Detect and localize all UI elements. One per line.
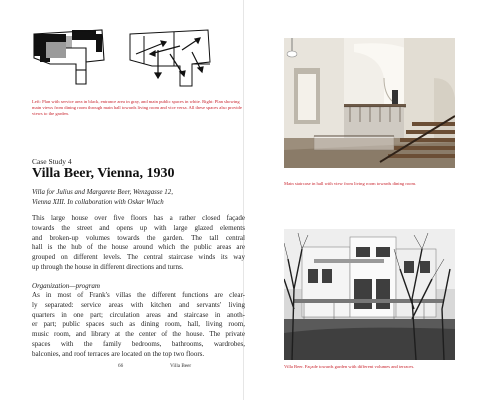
section-heading-organization: Organization—program	[32, 282, 100, 290]
text-line: up through the house in different directions and turns.	[32, 262, 184, 271]
page-number: 66	[118, 363, 124, 369]
text-line: music room, and library at the center of the house. The private	[32, 330, 245, 338]
body-paragraph-intro	[32, 214, 245, 273]
plan-caption: Left: Plan with service area in black, entrance area in gray, and main public spaces in white. Right: Plan showing main views from dining room through main hall towards living room and vice versa. All these spaces also provide views to the garden.	[32, 99, 242, 117]
garden-facade-illustration	[284, 229, 455, 360]
text-line: towards the street and opens up with large glazed elements	[32, 223, 245, 232]
text-line: spaces with the family bedrooms, bathrooms, wardrobes,	[32, 339, 245, 348]
text-line: ly separated: service areas with kitchen and servants' living	[32, 300, 245, 309]
text-line: er part; public spaces such as dining room, hall, living room,	[32, 320, 245, 329]
text-line: As in most of Frank's villas the different functions are clear-	[32, 291, 245, 299]
staircase-hall-photo	[284, 38, 455, 168]
body-paragraph-organization	[32, 291, 245, 359]
case-study-label: Case Study 4	[32, 157, 72, 166]
text-line: and broken-up volumes towards the garden. The tall central	[32, 233, 245, 242]
running-head: Villa Beer	[170, 363, 192, 369]
page-title: Villa Beer, Vienna, 1930	[32, 166, 175, 181]
facade-photo-caption: Villa Beer. Façade towards garden with different volumes and terraces.	[284, 364, 415, 369]
text-line: balconies, and roof terraces are located on the top two floors.	[32, 349, 205, 358]
plan-view-arrows	[136, 38, 203, 78]
subtitle-line: Villa for Julius and Margarete Beer, Wenzgasse 12,	[32, 189, 173, 196]
text-line: grouped on different levels. The central staircase winds its way	[32, 253, 245, 261]
subtitle-line: Vienna XIII. In collaboration with Oskar Wlach	[32, 198, 164, 206]
staircase-hall-illustration	[284, 38, 455, 168]
project-subtitle	[32, 188, 246, 208]
text-line: This large house over five floors has a rather closed façade	[32, 214, 245, 222]
floor-plan-sketches	[32, 24, 232, 90]
text-line: quarters in one part; circulation areas and staircase in anoth-	[32, 310, 245, 319]
staircase-photo-caption: Main staircase in hall with view from living room towards dining room.	[284, 181, 417, 186]
garden-facade-photo	[284, 229, 455, 360]
text-line: hall is the hub of the house around which the public areas are	[32, 243, 245, 252]
